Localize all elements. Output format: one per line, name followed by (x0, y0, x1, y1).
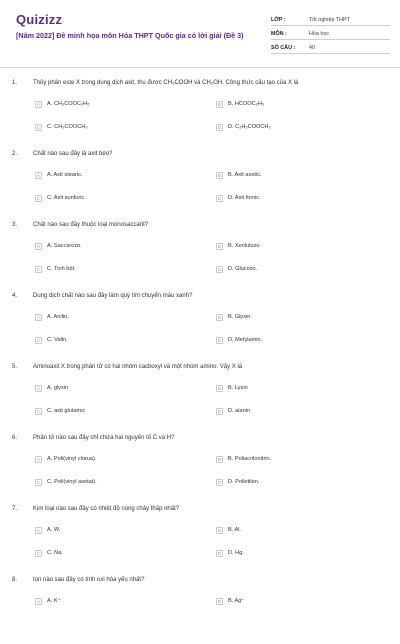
option-letter-box: B (216, 385, 223, 392)
option-text: C. Poli(vinyl axetat). (47, 479, 97, 485)
question-number: 6. (12, 435, 18, 441)
option-letter-box: B (216, 527, 223, 534)
option-text: D. Polietilen. (228, 479, 260, 485)
worksheet-meta (271, 12, 390, 54)
answer-option[interactable] (35, 477, 97, 487)
meta-row-question-count (271, 40, 390, 54)
option-text: C. CH₃COOCH₃ (47, 124, 88, 130)
option-letter-box: A (35, 314, 42, 321)
question-block (0, 289, 400, 360)
option-letter-box: C (36, 479, 41, 485)
option-text: B. Xenlulozo. (228, 243, 261, 249)
option-letter-box: B (216, 101, 223, 108)
option-letter-box: C (36, 266, 41, 272)
option-letter-box: C (36, 408, 41, 414)
answer-option[interactable] (216, 477, 259, 487)
option-text: A. CH₃COOC₂H₅ (47, 101, 90, 107)
question-block (0, 502, 400, 573)
option-letter-box: B (216, 456, 223, 463)
answer-option[interactable] (35, 596, 61, 606)
option-letter-box: A (35, 243, 42, 250)
option-letter-box: C (36, 337, 41, 343)
answer-option[interactable] (35, 525, 60, 535)
option-text: B. Lysin (228, 385, 248, 391)
option-text: D. Metylamin. (228, 337, 263, 343)
option-letter-box: A (35, 172, 42, 179)
answer-option[interactable] (216, 548, 244, 558)
answer-option[interactable] (216, 193, 261, 203)
option-letter-box: D (217, 266, 222, 272)
question-number: 4. (12, 293, 18, 299)
answer-option[interactable] (216, 525, 241, 535)
answer-option[interactable] (216, 99, 264, 109)
option-letter-box: A (35, 101, 42, 108)
option-text: D. Glucozo. (228, 266, 258, 272)
option-letter-box: D (217, 550, 222, 556)
answer-option[interactable] (35, 99, 89, 109)
option-text: B. Poliacrilonitrin. (228, 456, 272, 462)
question-text: Aminoaxit X trong phân tử có hai nhóm cacboxyl và một nhóm amino. Vậy X là (33, 364, 243, 370)
question-text: Chất nào sau đây thuộc loại monosaccarit? (33, 222, 149, 228)
answer-option[interactable] (216, 335, 262, 345)
meta-row-class (271, 12, 390, 26)
option-text: A. glyxin (47, 385, 69, 391)
question-number: 5. (12, 364, 18, 370)
option-letter-box: C (36, 550, 41, 556)
question-block (0, 76, 400, 147)
question-number: 3. (12, 222, 18, 228)
option-letter-box: A (35, 456, 42, 463)
answer-option[interactable] (35, 264, 76, 274)
option-text: A. Anilin. (47, 314, 69, 320)
question-number: 7. (12, 506, 18, 512)
option-text: C. Na. (47, 550, 63, 556)
question-block (0, 431, 400, 502)
option-text: D. Hg. (228, 550, 244, 556)
option-letter-box: C (36, 195, 41, 201)
option-text: C. Valin. (47, 337, 68, 343)
answer-option[interactable] (35, 312, 69, 322)
option-letter-box: D (217, 479, 222, 485)
option-letter-box: A (35, 598, 42, 605)
option-text: B. Axit axetic. (228, 172, 262, 178)
option-letter-box: B (216, 172, 223, 179)
option-text: B. Al. (228, 527, 242, 533)
question-text: Kim loại nào sau đây có nhiệt độ nóng chảy thấp nhất? (33, 506, 180, 512)
question-list (0, 76, 400, 644)
answer-option[interactable] (35, 406, 85, 416)
option-text: C. Tinh bột. (47, 266, 76, 272)
meta-label: LỚP : (271, 17, 286, 23)
worksheet-title: [Năm 2022] Đề minh họa môn Hóa THPT Quốc gia có lời giải (Đề 3) (16, 31, 244, 40)
question-number: 8. (12, 577, 18, 583)
question-text: Chất nào sau đây là axit béo? (33, 151, 113, 157)
question-block (0, 147, 400, 218)
answer-option[interactable] (216, 122, 271, 132)
question-text: Dung dịch chất nào sau đây làm quỳ tím chuyển màu xanh? (33, 293, 193, 299)
option-letter-box: D (217, 195, 222, 201)
option-letter-box: B (216, 243, 223, 250)
option-text: B. Glyxin. (228, 314, 252, 320)
question-number: 2. (12, 151, 18, 157)
option-text: D. alanin (228, 408, 251, 414)
meta-value: Hóa học (309, 31, 330, 37)
answer-option[interactable] (216, 241, 261, 251)
meta-label: SỐ CÂU : (271, 45, 296, 51)
answer-option[interactable] (35, 335, 68, 345)
option-letter-box: D (217, 337, 222, 343)
option-letter-box: C (36, 124, 41, 130)
option-letter-box: B (216, 598, 223, 605)
answer-option[interactable] (35, 548, 63, 558)
meta-label: MÔN : (271, 31, 287, 37)
answer-option[interactable] (216, 312, 252, 322)
meta-row-subject (271, 26, 390, 40)
question-block (0, 573, 400, 644)
answer-option[interactable] (216, 170, 262, 180)
option-text: C. axit glutamic (47, 408, 86, 414)
option-letter-box: D (217, 124, 222, 130)
option-text: B. Ag⁺ (228, 598, 245, 604)
option-text: A. K⁺ (47, 598, 61, 604)
question-text: Thủy phân este X trong dung dịch axit, thu được CH₃COOH và CH₃OH. Công thức cấu tạo của X là (33, 80, 299, 86)
option-text: B. HCOOC₂H₅ (228, 101, 265, 107)
option-letter-box: A (35, 527, 42, 534)
option-text: A. Saccarozo. (47, 243, 82, 249)
answer-option[interactable] (35, 193, 86, 203)
answer-option[interactable] (35, 170, 82, 180)
option-text: A. Axit stearic. (47, 172, 83, 178)
question-block (0, 218, 400, 289)
question-text: Phân tử nào sau đây chỉ chứa hai nguyên tố C và H? (33, 435, 175, 441)
option-text: A. Poli(vinyl clorua). (47, 456, 97, 462)
answer-option[interactable] (35, 241, 82, 251)
answer-option[interactable] (216, 264, 257, 274)
option-letter-box: B (216, 314, 223, 321)
option-text: D. Axit fomic. (228, 195, 261, 201)
answer-option[interactable] (35, 454, 96, 464)
answer-option[interactable] (216, 596, 244, 606)
option-text: D. C₂H₅COOCH₃ (228, 124, 271, 130)
answer-option[interactable] (35, 383, 68, 393)
quizizz-logo: Quizizz (16, 12, 63, 27)
header-divider (0, 67, 400, 68)
option-text: A. W. (47, 527, 61, 533)
meta-value: Tốt nghiệp THPT (309, 17, 350, 23)
answer-option[interactable] (216, 454, 271, 464)
answer-option[interactable] (216, 383, 248, 393)
answer-option[interactable] (35, 122, 88, 132)
option-text: C. Axit sunfuric. (47, 195, 86, 201)
option-letter-box: D (217, 408, 222, 414)
question-text: Ion nào sau đây có tính oxi hóa yếu nhất? (33, 577, 145, 583)
meta-value: 40 (309, 45, 315, 51)
option-letter-box: A (35, 385, 42, 392)
question-block (0, 360, 400, 431)
answer-option[interactable] (216, 406, 250, 416)
question-number: 1. (12, 80, 18, 86)
